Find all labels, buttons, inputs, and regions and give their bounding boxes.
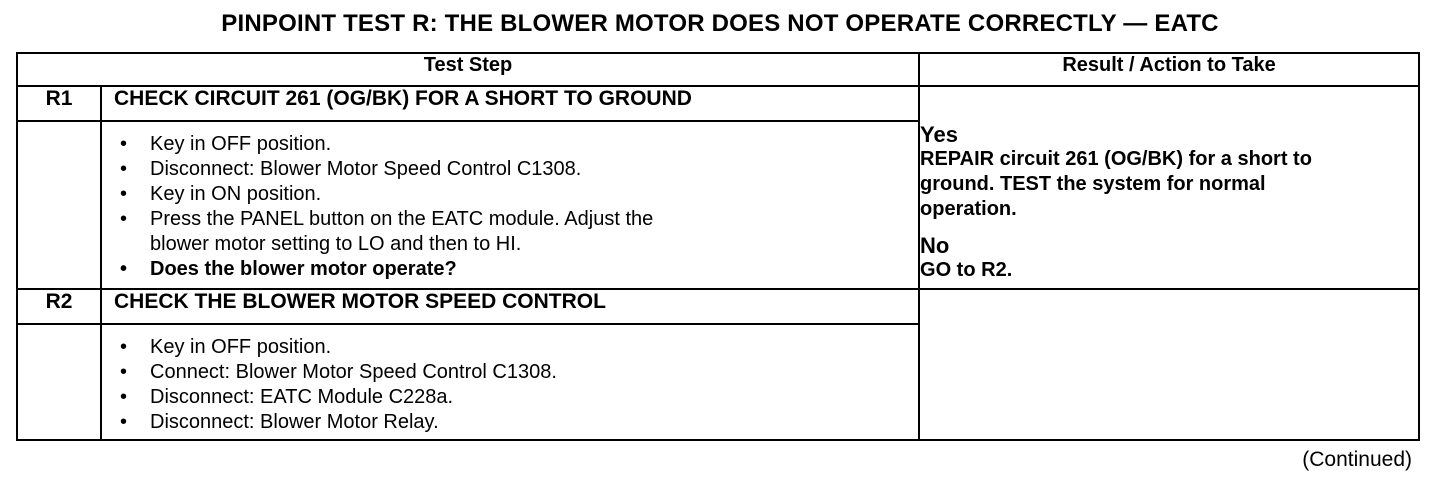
step-id: R2 <box>17 289 101 324</box>
header-result: Result / Action to Take <box>919 53 1419 86</box>
list-item: • Press the PANEL button on the EATC module. Adjust the <box>120 208 654 230</box>
list-item: • Disconnect: EATC Module C228a. <box>120 386 454 408</box>
step-id-empty <box>17 324 101 440</box>
list-item-continuation: blower motor setting to LO and then to HI. <box>150 233 522 255</box>
continued-note: (Continued) <box>1302 448 1412 471</box>
table-header-row <box>17 53 1419 86</box>
step-row-r2 <box>17 289 1419 324</box>
list-item: • Disconnect: Blower Motor Speed Control C1308. <box>120 158 582 180</box>
goto-step-link[interactable]: R2 <box>981 259 1007 281</box>
list-item: • Disconnect: Blower Motor Relay. <box>120 411 439 433</box>
result-yes-label: Yes <box>920 122 958 147</box>
step-id: R1 <box>17 86 101 121</box>
step-title: CHECK THE BLOWER MOTOR SPEED CONTROL <box>101 289 919 324</box>
step-title: CHECK CIRCUIT 261 (OG/BK) FOR A SHORT TO GROUND <box>101 86 919 121</box>
result-cell-r1 <box>919 86 1419 289</box>
result-yes-line: operation. <box>920 198 1017 220</box>
list-item: • Key in ON position. <box>120 183 322 205</box>
step-id-empty <box>17 121 101 289</box>
step-instructions <box>101 121 919 289</box>
list-item: • Key in OFF position. <box>120 336 332 358</box>
pinpoint-test-table <box>16 52 1420 441</box>
header-test-step: Test Step <box>17 53 919 86</box>
result-no-label: No <box>920 233 950 258</box>
list-item-question: • Does the blower motor operate? <box>120 258 457 280</box>
list-item: • Connect: Blower Motor Speed Control C1308. <box>120 361 557 383</box>
page-title: PINPOINT TEST R: THE BLOWER MOTOR DOES NOT OPERATE CORRECTLY — EATC <box>221 10 1219 37</box>
result-yes-line: ground. TEST the system for normal <box>920 173 1266 195</box>
result-cell-r2 <box>919 289 1419 440</box>
result-yes-line: REPAIR circuit 261 (OG/BK) for a short to <box>920 148 1312 170</box>
step-instructions <box>101 324 919 440</box>
step-row-r1 <box>17 86 1419 121</box>
list-item: • Key in OFF position. <box>120 133 332 155</box>
result-no-line: GO to R2. <box>920 259 1013 281</box>
